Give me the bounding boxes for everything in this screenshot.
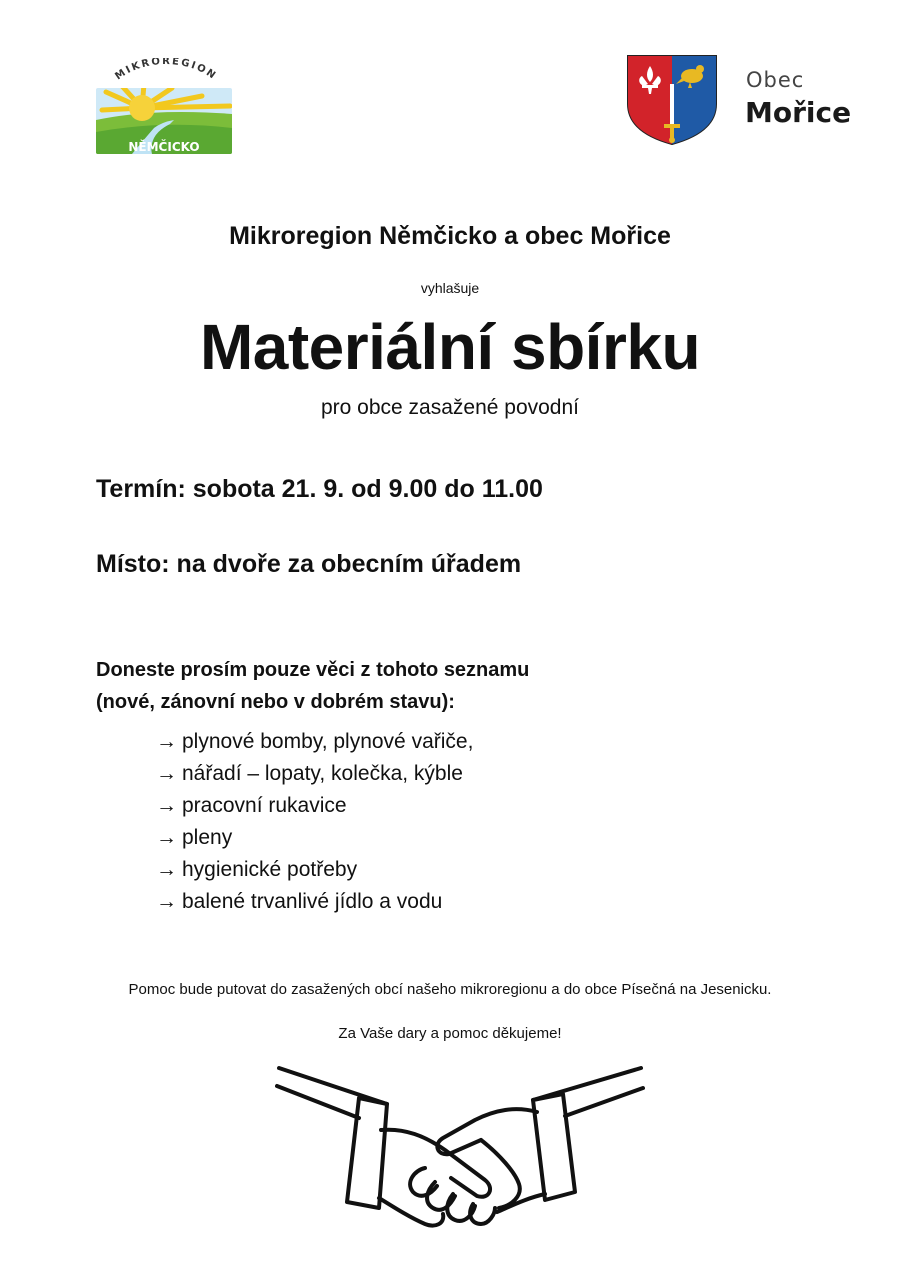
items-list [156, 726, 473, 918]
instructions-line-1: Doneste prosím pouze věci z tohoto seznamu [96, 659, 530, 681]
instructions [96, 654, 529, 718]
arrow-right-icon: → [156, 762, 177, 785]
footer-thanks: Za Vaše dary a pomoc děkujeme! [338, 1025, 562, 1042]
date-time-line: Termín: sobota 21. 9. od 9.00 do 11.00 [96, 475, 543, 503]
page-title: Materiální sbírku [199, 311, 701, 383]
list-item-text: hygienické potřeby [182, 858, 358, 881]
organizer-heading: Mikroregion Němčicko a obec Mořice [229, 222, 671, 250]
footer-note: Pomoc bude putovat do zasažených obcí našeho mikroregionu a do obce Písečná na Jesenicku. [128, 981, 772, 998]
mikroregion-logo [92, 58, 237, 156]
arrow-right-icon: → [156, 826, 177, 849]
list-item [156, 822, 473, 854]
subtitle: pro obce zasažené povodní [320, 396, 580, 419]
mikroregion-logo-name: NĚMČICKO [128, 140, 200, 154]
instructions-line-2: (nové, zánovní nebo v dobrém stavu): [96, 691, 455, 713]
list-item-text: plynové bomby, plynové vařiče, [182, 730, 474, 753]
svg-text:MIKROREGION: MIKROREGION [113, 58, 219, 83]
arrow-right-icon: → [156, 794, 177, 817]
obec-name: Mořice [745, 96, 852, 129]
handshake-icon [275, 1058, 645, 1243]
obec-label: Obec [746, 68, 805, 92]
list-item [156, 758, 473, 790]
list-item-text: balené trvanlivé jídlo a vodu [182, 890, 443, 913]
list-item [156, 726, 473, 758]
list-item [156, 790, 473, 822]
arrow-right-icon: → [156, 858, 177, 881]
mikroregion-logo-graphic [92, 58, 237, 156]
coat-of-arms-icon [626, 54, 718, 146]
obec-morice-logo [626, 54, 861, 146]
list-item-text: pracovní rukavice [182, 794, 347, 817]
arrow-right-icon: → [156, 730, 177, 753]
list-item [156, 854, 473, 886]
list-item-text: nářadí – lopaty, kolečka, kýble [182, 762, 463, 785]
announces-text: vyhlašuje [420, 280, 480, 296]
list-item-text: pleny [182, 826, 233, 849]
list-item [156, 886, 473, 918]
arrow-right-icon: → [156, 890, 177, 913]
place-line: Místo: na dvoře za obecním úřadem [96, 550, 522, 578]
